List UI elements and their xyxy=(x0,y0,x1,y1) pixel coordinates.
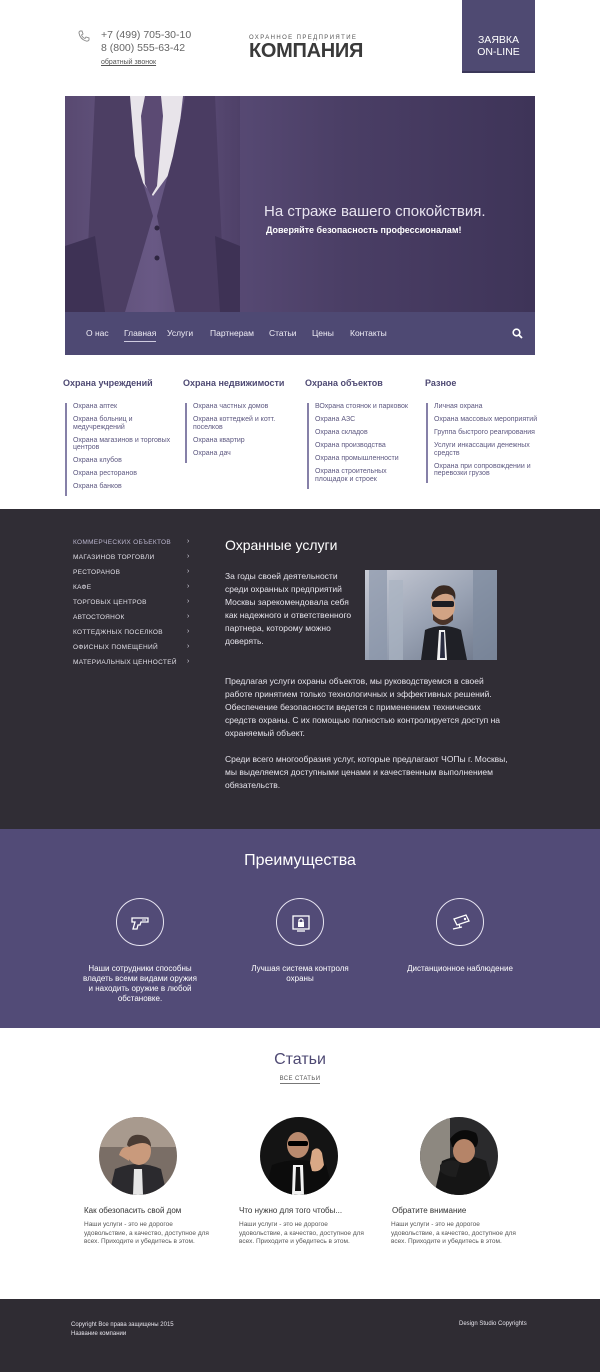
advantages-title: Преимущества xyxy=(244,852,356,869)
category-link[interactable]: Охрана частных домов xyxy=(193,403,269,410)
category-link[interactable]: Охрана квартир xyxy=(193,436,245,444)
lock-icon xyxy=(276,898,324,946)
category-link[interactable]: ВОхрана стоянок и парковок xyxy=(315,403,408,410)
category-link[interactable]: Охрана клубов xyxy=(73,457,122,465)
category-title-institutions[interactable]: Охрана учреждений xyxy=(63,378,153,388)
services-paragraph-2: Предлагая услуги охраны объектов, мы руководствуемся в своей работе принятием только технологичных и эффективных решений. Обеспечение безопасности ведется с применением технических средств охраны. С их помощью полностью контролируется доступ на охраняемый объект. xyxy=(225,676,501,738)
article-title-2[interactable]: Что нужно для того чтобы... xyxy=(239,1206,343,1215)
nav-contacts[interactable]: Контакты xyxy=(350,328,387,338)
category-list-objects xyxy=(307,403,419,489)
category-list-misc xyxy=(426,403,538,483)
all-articles-link-wrap xyxy=(0,1076,600,1082)
article-image-1[interactable] xyxy=(99,1117,177,1195)
category-link[interactable]: Охрана массовых мероприятий xyxy=(434,415,538,423)
chevron-right-icon: › xyxy=(187,658,190,665)
category-link[interactable]: Услуги инкассации денежных средств xyxy=(434,441,530,457)
article-desc-3: Наши услуги - это не дорогое удовольствие, а качество, доступное для всех. Приходите и убедитесь в этом. xyxy=(391,1221,516,1245)
services-title: Охранные услуги xyxy=(225,537,338,553)
callback-link[interactable]: обратный звонок xyxy=(101,59,157,66)
category-link[interactable]: Охрана при сопровождении и перевозки грузов xyxy=(434,462,531,478)
chevron-right-icon: › xyxy=(187,628,190,635)
logo-subtitle: ОХРАННОЕ ПРЕДПРИЯТИЕ xyxy=(249,35,358,41)
service-menu-item[interactable]: МАТЕРИАЛЬНЫХ ЦЕННОСТЕЙ xyxy=(73,659,177,666)
nav-prices[interactable]: Цены xyxy=(312,328,334,338)
chevron-right-icon: › xyxy=(187,568,190,575)
main-nav xyxy=(65,312,535,355)
company-name: Название компании xyxy=(71,1331,127,1337)
order-online-button[interactable] xyxy=(462,0,535,73)
chevron-right-icon: › xyxy=(187,538,190,545)
service-menu-item[interactable]: ОФИСНЫХ ПОМЕЩЕНИЙ xyxy=(73,644,158,651)
header xyxy=(0,0,600,96)
service-menu-item[interactable]: МАГАЗИНОВ ТОРГОВЛИ xyxy=(73,554,155,561)
search-icon[interactable] xyxy=(512,328,523,339)
service-menu-item[interactable]: АВТОСТОЯНОК xyxy=(73,614,125,621)
service-menu-item[interactable]: КОММЕРЧЕСКИХ ОБЪЕКТОВ xyxy=(73,539,171,546)
category-title-objects[interactable]: Охрана объектов xyxy=(305,378,383,388)
advantage-text-1: Наши сотрудники способны владеть всеми видами оружия и находить оружие в любой обстановке. xyxy=(83,964,197,1003)
nav-partners[interactable]: Партнерам xyxy=(210,328,254,338)
nav-about[interactable]: О нас xyxy=(86,328,109,338)
article-image-3[interactable] xyxy=(420,1117,498,1195)
article-title-3[interactable]: Обратите внимание xyxy=(392,1206,467,1215)
phone-2[interactable]: 8 (800) 555-63-42 xyxy=(101,42,186,54)
article-image-2[interactable] xyxy=(260,1117,338,1195)
copyright-text: Copyright Все права защищены 2015 xyxy=(71,1322,174,1328)
logo[interactable] xyxy=(249,35,363,61)
service-menu-item[interactable]: РЕСТОРАНОВ xyxy=(73,569,121,576)
chevron-right-icon: › xyxy=(187,643,190,650)
article-desc-2: Наши услуги - это не дорогое удовольствие, а качество, доступное для всех. Приходите и убедитесь в этом. xyxy=(239,1221,364,1245)
advantage-text-2: Лучшая система контроля охраны xyxy=(251,964,349,983)
category-link[interactable]: Охрана магазинов и торговых центров xyxy=(73,436,171,452)
service-menu-item[interactable]: КАФЕ xyxy=(73,584,92,591)
nav-articles[interactable]: Статьи xyxy=(269,328,297,338)
chevron-right-icon: › xyxy=(187,613,190,620)
hero-banner xyxy=(65,96,535,312)
category-link[interactable]: Группа быстрого реагирования xyxy=(434,428,535,436)
phone-1[interactable]: +7 (499) 705-30-10 xyxy=(101,29,192,41)
nav-services[interactable]: Услуги xyxy=(167,328,194,338)
service-menu-item[interactable]: КОТТЕДЖНЫХ ПОСЕЛКОВ xyxy=(73,629,163,636)
category-link[interactable]: Охрана ресторанов xyxy=(73,470,137,478)
category-link[interactable]: Охрана строительных площадок и строек xyxy=(315,467,387,483)
article-desc-1: Наши услуги - это не дорогое удовольствие, а качество, доступное для всех. Приходите и убедитесь в этом. xyxy=(84,1221,209,1245)
order-button-line1: ЗАЯВКА xyxy=(477,34,520,46)
chevron-right-icon: › xyxy=(187,598,190,605)
category-link[interactable]: Охрана складов xyxy=(315,428,368,436)
camera-icon xyxy=(436,898,484,946)
category-list-institutions xyxy=(65,403,177,496)
services-paragraph-1: За годы своей деятельности среди охранных предприятий Москвы зарекомендовала себя как надежного и ответственного партнера, которому можно доверять. xyxy=(225,571,352,646)
order-button-line2: ON-LINE xyxy=(477,46,520,58)
footer-copyright xyxy=(71,1321,174,1339)
service-menu-item[interactable]: ТОРГОВЫХ ЦЕНТРОВ xyxy=(73,599,147,606)
gun-icon xyxy=(116,898,164,946)
services-photo xyxy=(365,570,497,660)
chevron-right-icon: › xyxy=(187,553,190,560)
category-link[interactable]: Охрана производства xyxy=(315,441,386,449)
category-link[interactable]: Охрана коттеджей и котт. поселков xyxy=(193,415,276,431)
category-link[interactable]: Охрана банков xyxy=(73,483,122,491)
category-list-realty xyxy=(185,403,291,463)
hero-subtitle: Доверяйте безопасность профессионалам! xyxy=(266,225,462,235)
articles-title: Статьи xyxy=(274,1051,326,1068)
phone-icon xyxy=(78,30,90,42)
category-link[interactable]: Охрана больниц и медучреждений xyxy=(73,415,133,431)
logo-name: КОМПАНИЯ xyxy=(249,40,364,62)
category-title-misc[interactable]: Разное xyxy=(425,378,457,388)
advantage-text-3: Дистанционное наблюдение xyxy=(407,964,513,973)
category-link[interactable]: Личная охрана xyxy=(434,403,483,410)
category-link[interactable]: Охрана аптек xyxy=(73,403,118,410)
chevron-right-icon: › xyxy=(187,583,190,590)
category-link[interactable]: Охрана АЗС xyxy=(315,415,356,423)
category-link[interactable]: Охрана промышленности xyxy=(315,454,399,462)
phones xyxy=(101,29,191,69)
nav-home[interactable]: Главная xyxy=(124,328,156,342)
article-title-1[interactable]: Как обезопасить свой дом xyxy=(84,1206,182,1215)
category-title-realty[interactable]: Охрана недвижимости xyxy=(183,378,285,388)
services-paragraph-3: Среди всего многообразия услуг, которые предлагают ЧОПы г. Москвы, мы выделяемся доступными ценами и качественным выполнением обязательств. xyxy=(225,754,508,790)
all-articles-link[interactable]: ВСЕ СТАТЬИ xyxy=(279,1076,321,1082)
category-link[interactable]: Охрана дач xyxy=(193,449,231,457)
design-studio-link[interactable]: Design Studio Copyrights xyxy=(459,1321,527,1327)
hero-title: На страже вашего спокойствия. xyxy=(264,203,486,220)
